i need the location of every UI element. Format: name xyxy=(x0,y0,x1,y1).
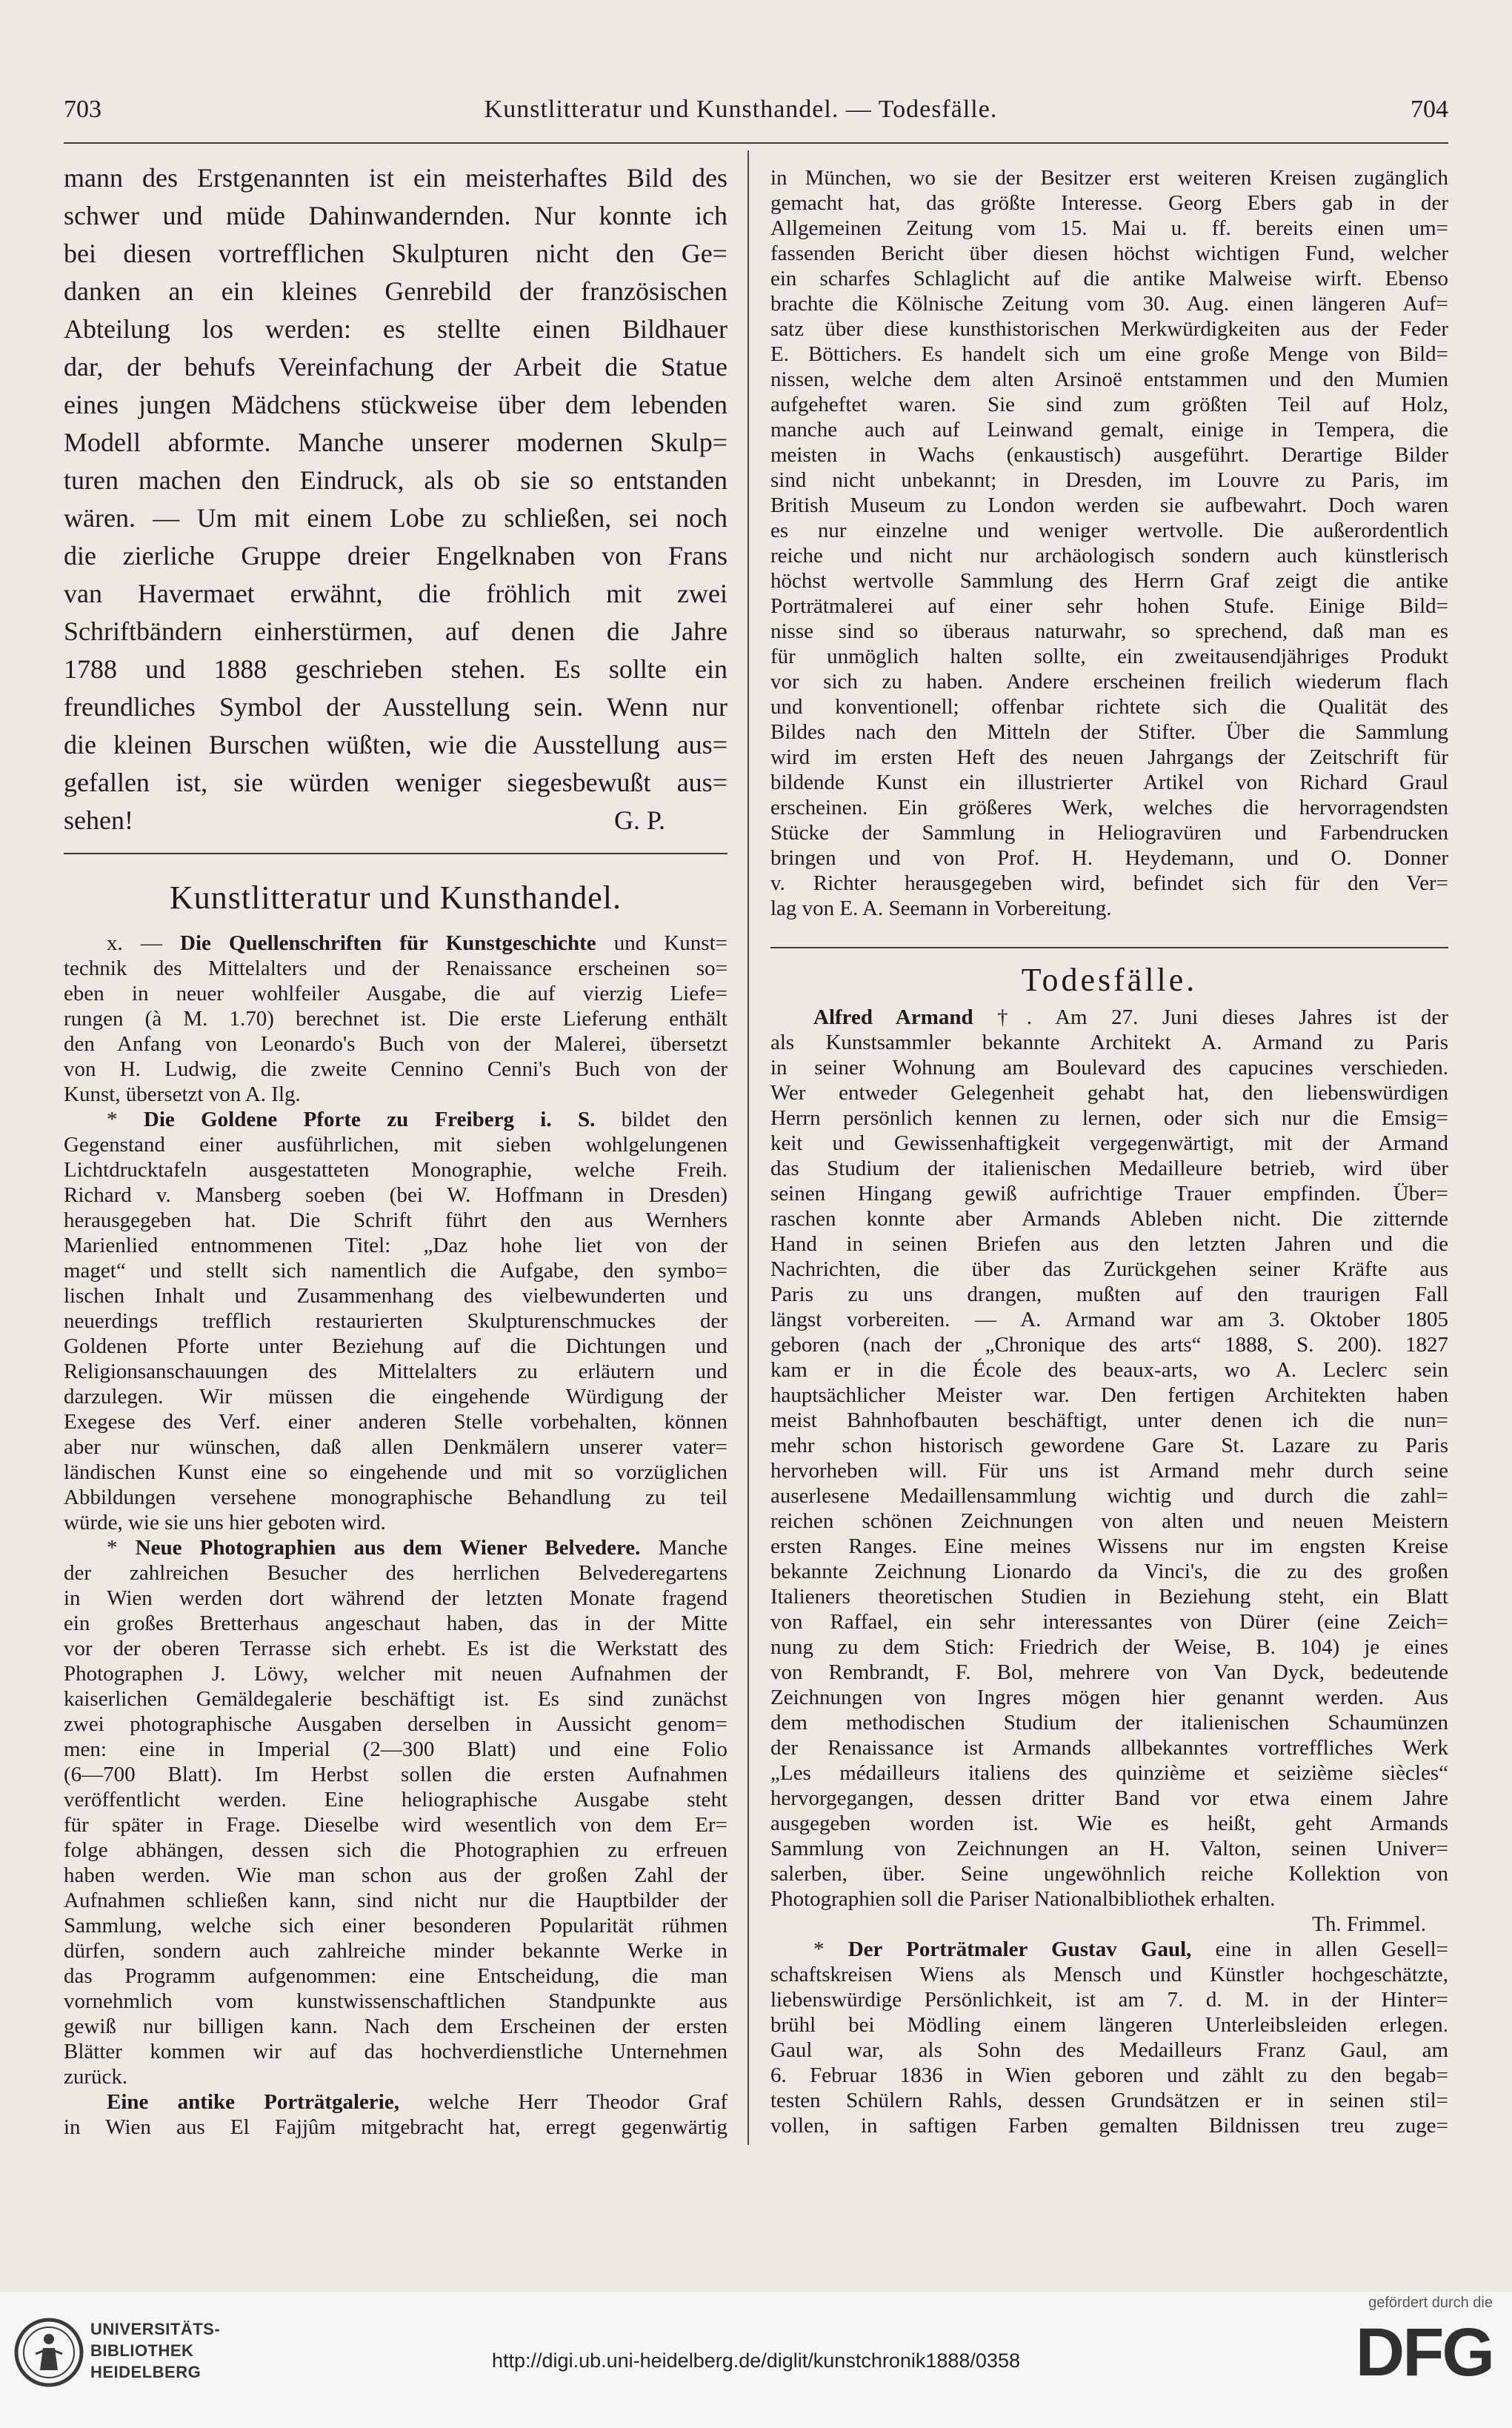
text-line: (6—700 Blatt). Im Herbst sollen die ersten Aufnahmen xyxy=(64,1763,727,1786)
text-line: ein großes Bretterhaus angeschaut haben, das in der Mitte xyxy=(64,1612,727,1635)
text-line xyxy=(64,931,727,956)
text-line: mann des Erstgenannten ist ein meisterhaftes Bild des xyxy=(64,163,727,193)
page-number-right: 704 xyxy=(1411,96,1448,123)
text-line: nisse sind so überaus naturwahr, so sprechend, daß man es xyxy=(770,619,1448,643)
text-line: Wer entweder Gelegenheit gehabt hat, den liebenswürdigen xyxy=(770,1081,1448,1105)
text-line: sind nicht unbekannt; in Dresden, im Louvre zu Paris, im xyxy=(770,468,1448,492)
text-line: Gegenstand einer ausführlichen, mit sieben wohlgelungenen xyxy=(64,1133,727,1157)
text-line: turen machen den Eindruck, als ob sie so entstanden xyxy=(64,465,727,495)
text-line: kaiserlichen Gemäldegalerie beschäftigt ist. Es sind zunächst xyxy=(64,1687,727,1711)
text-run: welche Herr Theodor Graf xyxy=(399,2090,727,2114)
text-line: aber nur wünschen, daß allen Denkmälern unserer vater= xyxy=(64,1435,727,1459)
text-line: kam er in die École des beaux-arts, wo A. Leclerc sein xyxy=(770,1358,1448,1382)
text-line: British Museum zu London werden sie aufbewahrt. Doch waren xyxy=(770,493,1448,517)
text-line: für später in Frage. Dieselbe wird wesentlich von dem Er= xyxy=(64,1813,727,1837)
paragraph xyxy=(770,1005,1448,1937)
text-line: gewiß nur billigen kann. Nach dem Erscheinen der ersten xyxy=(64,2015,727,2038)
text-line: Herrn persönlich kennen zu lernen, oder sich nur die Emsig= xyxy=(770,1106,1448,1130)
text-line: Gaul war, als Sohn des Medailleurs Franz Gaul, am xyxy=(770,2038,1448,2062)
library-name-line: HEIDELBERG xyxy=(90,2363,202,2381)
text-line: für unmöglich halten sollte, ein zweitausendjähriges Produkt xyxy=(770,645,1448,668)
text-line: fassenden Bericht über diesen höchst wichtigen Fund, welcher xyxy=(770,242,1448,265)
text-line: zwei photographische Ausgaben derselben in Aussicht genom= xyxy=(64,1712,727,1736)
column-divider xyxy=(747,150,749,2145)
text-run: und Kunst= xyxy=(596,931,727,955)
text-line: maget“ und stellt sich namentlich die Aufgabe, den symbo= xyxy=(64,1259,727,1283)
text-line: als Kunstsammler bekannte Architekt A. Armand zu Paris xyxy=(770,1031,1448,1054)
text-line: Zeichnungen von Ingres mögen hier genannt werden. Aus xyxy=(770,1686,1448,1709)
text-line: geboren (nach der „Chronique des arts“ 1888, S. 200). 1827 xyxy=(770,1333,1448,1357)
text-line: Bildes nach den Mitteln der Stifter. Über die Sammlung xyxy=(770,720,1448,744)
text-line: meisten in Wachs (enkaustisch) ausgeführt. Derartige Bilder xyxy=(770,443,1448,467)
text-line: ersten Ranges. Eine meines Wissens nur im engsten Kreise xyxy=(770,1534,1448,1558)
paragraph xyxy=(64,1107,727,1535)
text-line: satz über diese kunsthistorischen Merkwürdigkeiten aus der Feder xyxy=(770,317,1448,341)
text-line: Photographien soll die Pariser Nationalbibliothek erhalten. xyxy=(770,1887,1276,1911)
text-line: keit und Gewissenhaftigkeit vergegenwärtigt, mit der Armand xyxy=(770,1131,1448,1155)
text-line: der Renaissance ist Armands allbekanntes vortreffliches Werk xyxy=(770,1736,1448,1760)
paragraph xyxy=(64,159,727,839)
text-line: brühl bei Mödling einem längeren Unterleibsleiden erlegen. xyxy=(770,2013,1448,2037)
text-line: rungen (à M. 1.70) berechnet ist. Die erste Lieferung enthält xyxy=(64,1007,727,1031)
text-line: nissen, welche dem alten Arsinoë entstammen und den Mumien xyxy=(770,367,1448,391)
text-line: in Wien aus El Fajjûm mitgebracht hat, erregt gegenwärtig xyxy=(64,2115,727,2139)
text-line: der zahlreichen Besucher des herrlichen Belvederegartens xyxy=(64,1561,727,1585)
text-line: Lichtdrucktafeln ausgestatteten Monographie, welche Freih. xyxy=(64,1158,727,1182)
header-rule xyxy=(64,142,1448,144)
library-name-line: UNIVERSITÄTS- xyxy=(90,2320,221,2338)
section-heading-todesfaelle: Todesfälle. xyxy=(1021,962,1198,998)
text-line: zurück. xyxy=(64,2065,128,2089)
text-line: seinen Hingang gewiß aufrichtige Trauer empfinden. Über= xyxy=(770,1182,1448,1205)
text-line: wird im ersten Heft des neuen Jahrgangs der Zeitschrift für xyxy=(770,745,1448,769)
text-line xyxy=(770,1005,1448,1030)
text-line: brachte die Kölnische Zeitung vom 30. Aug. einen längeren Auf= xyxy=(770,292,1448,316)
text-line: gefallen ist, sie würden weniger siegesbewußt aus= xyxy=(64,768,727,797)
text-line: in Wien werden dort während der letzten Monate fragend xyxy=(64,1586,727,1610)
text-line: Photographen J. Löwy, welcher mit neuen Aufnahmen der xyxy=(64,1662,727,1686)
text-line: herausgegeben hat. Die Schrift führt den aus Wernhers xyxy=(64,1208,727,1232)
text-line: Exegese des Verf. einer anderen Stelle vorbehalten, können xyxy=(64,1410,727,1434)
dfg-logo: DFG xyxy=(1355,2315,1493,2390)
paragraph xyxy=(770,1937,1448,2138)
text-run: bildet den xyxy=(595,1108,727,1131)
paragraph xyxy=(64,931,727,1107)
continued-notice xyxy=(770,165,1448,936)
text-line: salerben, über. Seine ungewöhnlich reiche Kollektion von xyxy=(770,1862,1448,1886)
text-line: Goldenen Pforte unter Beziehung auf die Dichtungen und xyxy=(64,1334,727,1358)
text-line: dem methodischen Studium der italienischen Schaumünzen xyxy=(770,1711,1448,1734)
text-line: das Studium der italienischen Medailleure betrieb, wird über xyxy=(770,1157,1448,1180)
text-line: schwer und müde Dahinwandernden. Nur konnte ich xyxy=(64,201,727,230)
text-line: Marienlied entnommenen Titel: „Daz hohe liet von der xyxy=(64,1234,727,1257)
bold-lead-in: Die Quellenschriften für Kunstgeschichte xyxy=(180,931,596,955)
obituaries-section xyxy=(770,1005,1448,2146)
text-line: vollen, in saftigen Farben gemalten Bildnissen treu zuge= xyxy=(770,2114,1448,2138)
author-signature: Th. Frimmel. xyxy=(1312,1912,1426,1936)
text-run: * xyxy=(107,1536,136,1560)
text-line: von Rembrandt, F. Bol, mehrere von Van Dyck, bedeutende xyxy=(770,1660,1448,1684)
text-line: Blätter kommen wir auf das hochverdienstliche Unternehmen xyxy=(64,2040,727,2063)
text-line: Nachrichten, die über das Zurückgehen seiner Kräfte aus xyxy=(770,1257,1448,1281)
text-line: die kleinen Burschen wüßten, wie die Ausstellung aus= xyxy=(64,730,727,759)
text-line xyxy=(64,1535,727,1560)
text-line: darzulegen. Wir müssen die eingehende Würdigung der xyxy=(64,1385,727,1408)
text-line: sehen! xyxy=(64,805,133,835)
text-line: eines jungen Mädchens stückweise über dem lebenden xyxy=(64,390,727,419)
text-line: wären. — Um mit einem Lobe zu schließen, sei noch xyxy=(64,503,727,533)
permalink-url[interactable]: http://digi.ub.uni-heidelberg.de/diglit/kunstchronik1888/0358 xyxy=(492,2349,1020,2372)
section-rule xyxy=(770,947,1448,948)
text-line: ländischen Kunst eine so eingehende und mit so vorzüglichen xyxy=(64,1460,727,1484)
text-run: * xyxy=(107,1108,144,1131)
text-line: dar, der behufs Vereinfachung der Arbeit die Statue xyxy=(64,352,727,382)
text-line: das Programm aufgenommen: eine Entscheidung, die man xyxy=(64,1964,727,1988)
text-line: bei diesen vortrefflichen Skulpturen nicht den Ge= xyxy=(64,239,727,268)
text-line: gemacht hat, das größte Interesse. Georg Ebers gab in der xyxy=(770,191,1448,215)
text-line: hervorheben will. Für uns ist Armand mehr durch seine xyxy=(770,1459,1448,1483)
text-run: eine in allen Gesell= xyxy=(1191,1938,1448,1961)
text-line: lischen Inhalt und Zusammenhang des vielbewunderten und xyxy=(64,1284,727,1308)
text-line: von H. Ludwig, die zweite Cennino Cenni's Buch von der xyxy=(64,1057,727,1081)
text-line: raschen konnte aber Armands Ableben nicht. Die zitternde xyxy=(770,1207,1448,1231)
text-line: und konventionell; offenbar richtete sich die Qualität des xyxy=(770,695,1448,719)
text-line: nung zu dem Stich: Friedrich der Weise, B. 104) je eines xyxy=(770,1635,1448,1659)
text-line: Kunst, übersetzt von A. Ilg. xyxy=(64,1082,301,1106)
section-heading-kunstlitteratur: Kunstlitteratur und Kunsthandel. xyxy=(169,879,622,916)
text-line: bringen und von Prof. H. Heydemann, und O. Donner xyxy=(770,846,1448,870)
text-line: 1788 und 1888 geschrieben stehen. Es sollte ein xyxy=(64,654,727,684)
author-signature: G. P. xyxy=(613,805,665,835)
text-line xyxy=(64,2089,727,2115)
text-line: danken an ein kleines Genrebild der französischen xyxy=(64,276,727,306)
text-line: aufgeheftet waren. Sie sind zum größten Teil auf Holz, xyxy=(770,393,1448,416)
text-line: Schriftbändern einherstürmen, auf denen die Jahre xyxy=(64,616,727,646)
digitization-footer xyxy=(0,2292,1512,2428)
text-line: reichen schönen Zeichnungen von alten und neuen Meistern xyxy=(770,1509,1448,1533)
section-rule xyxy=(64,853,727,854)
text-line: folge abhängen, dessen sich die Photographien zu erfreuen xyxy=(64,1838,727,1862)
text-line: Aufnahmen schließen kann, sind nicht nur die Hauptbilder der xyxy=(64,1889,727,1912)
text-line: Abbildungen versehene monographische Behandlung zu teil xyxy=(64,1486,727,1509)
text-line: vor der oberen Terrasse sich erhebt. Es ist die Werkstatt des xyxy=(64,1637,727,1660)
text-line: schaftskreisen Wiens als Mensch und Künstler hochgeschätzte, xyxy=(770,1963,1448,1986)
text-line: Sammlung, welche sich einer besonderen Popularität rühmen xyxy=(64,1914,727,1938)
text-line: freundliches Symbol der Ausstellung sein. Wenn nur xyxy=(64,692,727,722)
text-line: Paris zu uns drangen, mußten auf den traurigen Fall xyxy=(770,1283,1448,1306)
text-line: „Les médailleurs italiens des quinzième et seizième siècles“ xyxy=(770,1761,1448,1785)
text-line: vornehmlich vom kunstwissenschaftlichen Standpunkte aus xyxy=(64,1989,727,2013)
text-line: auserlesene Medaillensammlung wichtig und durch die zahl= xyxy=(770,1484,1448,1508)
text-run: Manche xyxy=(640,1536,727,1560)
text-line: Sammlung von Zeichnungen an H. Valton, seinen Univer= xyxy=(770,1837,1448,1860)
text-line: bildende Kunst ein illustrierter Artikel von Richard Graul xyxy=(770,771,1448,794)
text-line: technik des Mittelalters und der Renaissance erscheinen so= xyxy=(64,957,727,980)
text-line: erscheinen. Ein größeres Werk, welches die hervorragendsten xyxy=(770,796,1448,819)
text-line: neuerdings trefflich restaurierten Skulpturenschmuckes der xyxy=(64,1309,727,1333)
text-run: x. — xyxy=(107,931,181,955)
text-line: ausgegeben worden ist. Wie es heißt, geht Armands xyxy=(770,1812,1448,1835)
text-line xyxy=(64,1107,727,1132)
library-name-line: BIBLIOTHEK xyxy=(90,2341,194,2360)
text-line: dürfen, sondern auch zahlreiche minder bekannte Werke in xyxy=(64,1939,727,1963)
funding-note: gefördert durch die xyxy=(1368,2295,1493,2311)
paragraph xyxy=(770,165,1448,921)
text-line: Porträtmalerei auf einer sehr hohen Stufe. Einige Bild= xyxy=(770,594,1448,618)
text-line: Allgemeinen Zeitung vom 15. Mai u. ff. bereits einen um= xyxy=(770,216,1448,240)
text-line: veröffentlicht werden. Eine heliographische Ausgabe steht xyxy=(64,1788,727,1812)
page-number-left: 703 xyxy=(64,96,101,123)
text-line: reiche und nicht nur archäologisch sondern auch künstlerisch xyxy=(770,544,1448,568)
text-line: höchst wertvolle Sammlung des Herrn Graf zeigt die antike xyxy=(770,569,1448,593)
text-line: längst vorbereiten. — A. Armand war am 3. Oktober 1805 xyxy=(770,1308,1448,1331)
text-run: †. Am 27. Juni dieses Jahres ist der xyxy=(973,1005,1448,1029)
text-line: hervorgegangen, dessen dritter Band vor etwa einem Jahre xyxy=(770,1786,1448,1810)
text-line: vor sich zu haben. Andere erscheinen freilich wiederum flach xyxy=(770,670,1448,694)
text-line: hauptsächlicher Meister war. Den fertigen Architekten haben xyxy=(770,1383,1448,1407)
text-line: in seiner Wohnung am Boulevard des capucines verschieden. xyxy=(770,1056,1448,1080)
text-line: Abteilung los werden: es stellte einen Bildhauer xyxy=(64,314,727,344)
text-line: bekannte Zeichnung Lionardo da Vinci's, die zu des großen xyxy=(770,1560,1448,1583)
bold-lead-in: Neue Photographien aus dem Wiener Belvedere. xyxy=(135,1536,641,1560)
text-line: manche auch auf Leinwand gemalt, einige in Tempera, die xyxy=(770,418,1448,442)
text-line: E. Böttichers. Es handelt sich um eine große Menge von Bild= xyxy=(770,342,1448,366)
text-line: die zierliche Gruppe dreier Engelknaben von Frans xyxy=(64,541,727,571)
text-line: haben werden. Wie man schon aus der großen Zahl der xyxy=(64,1863,727,1887)
text-line: den Anfang von Leonardo's Buch von der Malerei, übersetzt xyxy=(64,1032,727,1056)
bold-lead-in: Eine antike Porträtgalerie, xyxy=(107,2090,399,2114)
text-line: mehr schon historisch gewordene Gare St. Lazare zu Paris xyxy=(770,1434,1448,1457)
bold-lead-in: Der Porträtmaler Gustav Gaul, xyxy=(847,1938,1192,1961)
text-line: men: eine in Imperial (2—300 Blatt) und eine Folio xyxy=(64,1737,727,1761)
text-line: van Havermaet erwähnt, die fröhlich mit zwei xyxy=(64,579,727,608)
text-line: eben in neuer wohlfeiler Ausgabe, die auf vierzig Liefe= xyxy=(64,982,727,1005)
text-line: es nur einzelne und weniger wertvolle. Die außerordentlich xyxy=(770,519,1448,542)
paragraph xyxy=(64,2089,727,2140)
text-line: von Raffael, ein sehr interessantes von Dürer (eine Zeich= xyxy=(770,1610,1448,1634)
text-line: 6. Februar 1836 in Wien geboren und zählt zu den begab= xyxy=(770,2063,1448,2087)
paragraph xyxy=(64,1535,727,2089)
text-line: Richard v. Mansberg soeben (bei W. Hoffmann in Dresden) xyxy=(64,1183,727,1207)
text-line: ein scharfes Schlaglicht auf die antike Malweise wirft. Ebenso xyxy=(770,267,1448,290)
text-line: Hand in seinen Briefen aus den letzten Jahren und die xyxy=(770,1232,1448,1256)
text-line: Religionsanschauungen des Mittelalters zu erläutern und xyxy=(64,1360,727,1383)
notices-section xyxy=(64,931,727,2146)
running-title: Kunstlitteratur und Kunsthandel. — Todesfälle. xyxy=(484,96,998,123)
text-run: * xyxy=(813,1938,848,1961)
text-line: in München, wo sie der Besitzer erst weiteren Kreisen zugänglich xyxy=(770,166,1448,190)
bold-lead-in: Die Goldene Pforte zu Freiberg i. S. xyxy=(143,1108,596,1131)
bold-lead-in: Alfred Armand xyxy=(813,1005,973,1029)
text-line: meist Bahnhofbauten beschäftigt, unter denen ich die nun= xyxy=(770,1408,1448,1432)
text-line: lag von E. A. Seemann in Vorbereitung. xyxy=(770,897,1112,920)
text-line: Modell abformte. Manche unserer modernen Skulp= xyxy=(64,428,727,457)
text-line: testen Schülern Rahls, dessen Grundsätzen er in seinen stil= xyxy=(770,2089,1448,2112)
text-line: Stücke der Sammlung in Heliogravüren und Farbendrucken xyxy=(770,821,1448,845)
text-line xyxy=(770,1937,1448,1962)
text-line: v. Richter herausgegeben wird, befindet sich für den Ver= xyxy=(770,871,1448,895)
text-line: Italieners theoretischen Studien in Beziehung steht, ein Blatt xyxy=(770,1585,1448,1609)
text-line: würde, wie sie uns hier geboten wird. xyxy=(64,1511,386,1534)
continued-article xyxy=(64,159,727,839)
text-line: liebenswürdige Persönlichkeit, ist am 7. d. M. in der Hinter= xyxy=(770,1988,1448,2012)
